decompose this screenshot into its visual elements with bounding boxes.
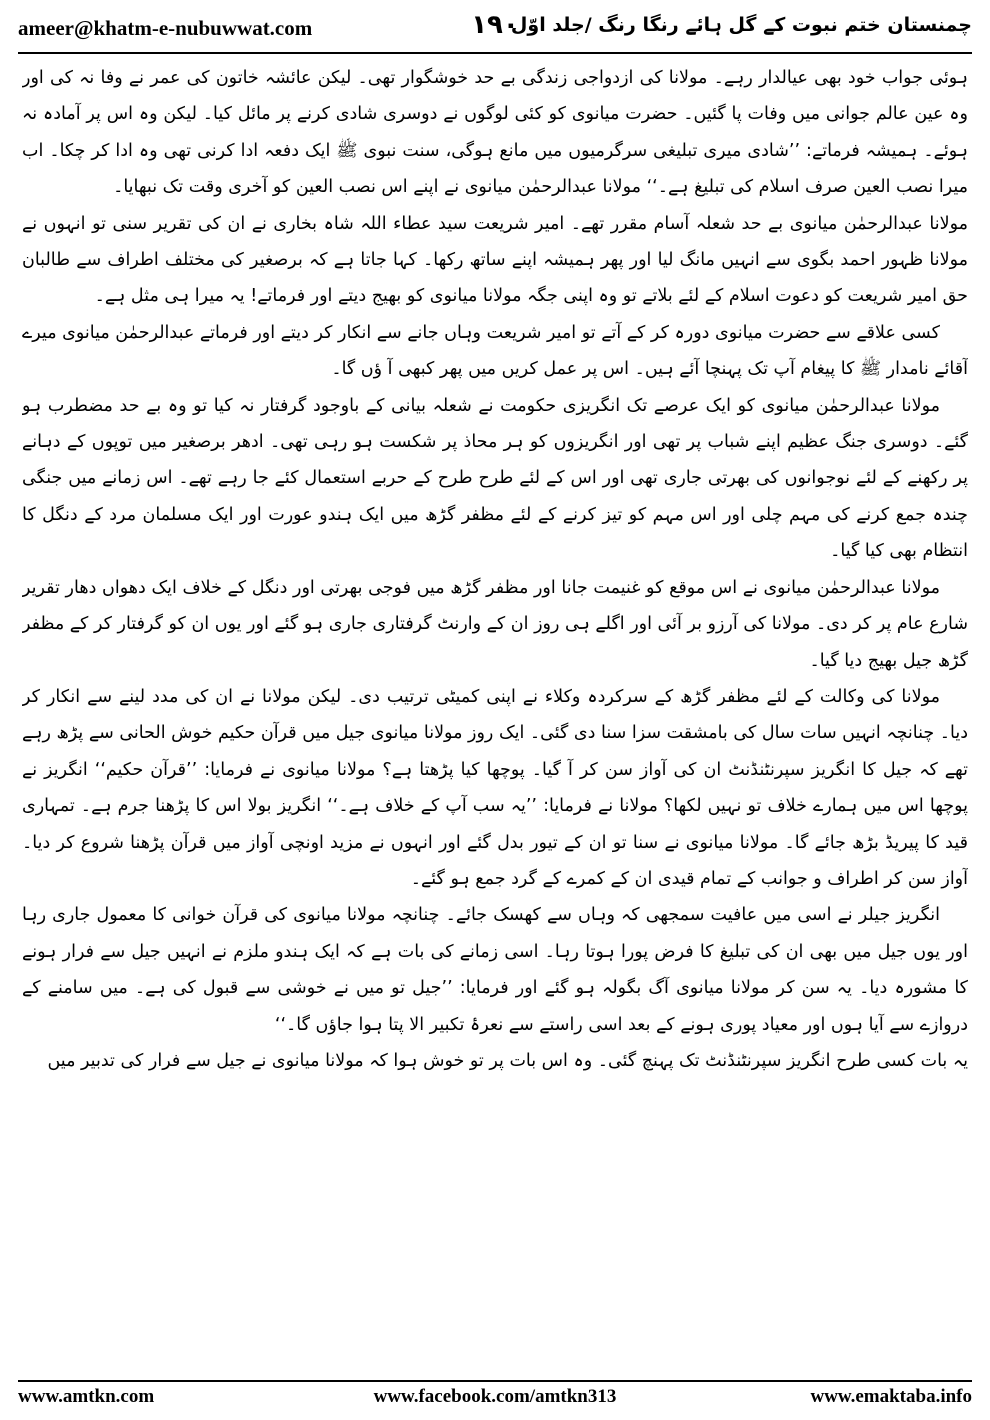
page-header (18, 10, 972, 50)
page-number: ۱۹۰ (471, 10, 519, 40)
footer-link-emaktaba[interactable]: www.emaktaba.info (810, 1386, 972, 1407)
footer-link-facebook[interactable]: www.facebook.com/amtkn313 (373, 1386, 617, 1407)
paragraph: مولانا عبدالرحمٰن میانوی بے حد شعلہ آسام مقرر تھے۔ امیر شریعت سید عطاء اللہ شاہ بخاری نے ان کی تقریر سنی تو انہوں نے مولانا ظہور احمد بگوی سے انہیں مانگ لیا اور پھر ہمیشہ اپنے ساتھ رکھا۔ کہا جاتا ہے کہ برصغیر کی مختلف اطراف سے طالبان حق امیر شریعت کو دعوت اسلام کے لئے بلاتے تو وہ اپنی جگہ مولانا میانوی کو بھیج دیتے اور فرماتے! یہ میرا ہی مثل ہے۔ (22, 213, 968, 307)
page-body (22, 60, 968, 1372)
book-title: چمنستان ختم نبوت کے گل ہائے رنگا رنگ /جلد اوّل (510, 14, 972, 36)
paragraph: انگریز جیلر نے اسی میں عافیت سمجھی کہ وہاں سے کھسک جائے۔ چنانچہ مولانا میانوی کی قرآن خوانی کا معمول جاری رہا اور یوں جیل میں بھی ان کی تبلیغ کا فرض پورا ہوتا رہا۔ اسی زمانے کی بات ہے کہ ایک ہندو ملزم نے انہیں جیل سے فرار ہونے کا مشورہ دیا۔ یہ سن کر مولانا میانوی آگ بگولہ ہو گئے اور فرمایا: ’’جیل تو میں نے خوشی سے قبول کی ہے۔ میں سامنے کے دروازے سے آیا ہوں اور معیاد پوری ہونے کے بعد اسی راستے سے نعرۂ تکبیر الا پتا ہوا جاؤں گا۔‘‘ (22, 905, 968, 1035)
header-divider (18, 52, 972, 54)
footer-divider (18, 1380, 972, 1382)
header-email: ameer@khatm-e-nubuwwat.com (18, 16, 313, 40)
page-footer (18, 1386, 972, 1414)
paragraph: کسی علاقے سے حضرت میانوی دورہ کر کے آتے تو امیر شریعت وہاں جانے سے انکار کر دیتے اور فرماتے عبدالرحمٰن میانوی میرے آقائے نامدار ﷺ کا پیغام آپ تک پہنچا آئے ہیں۔ اس پر عمل کریں میں پھر کبھی آ ؤں گا۔ (22, 322, 968, 380)
paragraph: ہوئی جواب خود بھی عیالدار رہے۔ مولانا کی ازدواجی زندگی بے حد خوشگوار تھی۔ لیکن عائشہ خاتون کی عمر نے وفا نہ کی اور وہ عین عالم جوانی میں وفات پا گئیں۔ حضرت میانوی کو کئی لوگوں نے دوسری شادی کرنے پر مائل کیا۔ لیکن وہ اس پر آمادہ نہ ہوئے۔ ہمیشہ فرماتے: ’’شادی میری تبلیغی سرگرمیوں میں مانع ہوگی، سنت نبوی ﷺ ایک دفعہ ادا کرنی تھی وہ ادا کر چکا۔ اب میرا نصب العین صرف اسلام کی تبلیغ ہے۔‘‘ مولانا عبدالرحمٰن میانوی نے اپنے اس نصب العین کو آخری وقت تک نبھایا۔ (22, 68, 968, 198)
paragraph: مولانا عبدالرحمٰن میانوی کو ایک عرصے تک انگریزی حکومت نے شعلہ بیانی کے باوجود گرفتار نہ کیا تو وہ بے حد مضطرب ہو گئے۔ دوسری جنگ عظیم اپنے شباب پر تھی اور انگریزوں کو ہر محاذ پر شکست ہو رہی تھی۔ ادھر برصغیر میں توپوں کے دہانے پر رکھنے کے لئے نوجوانوں کی بھرتی جاری تھی اور اس کے لئے طرح طرح کے حربے استعمال کئے جا رہے تھے۔ اس زمانے میں جنگی چندہ جمع کرنے کی مہم چلی اور اس مہم کو تیز کرنے کے لئے مظفر گڑھ میں ایک ہندو عورت اور ایک مسلمان مرد کے دنگل کا انتظام بھی کیا گیا۔ (22, 395, 968, 562)
paragraph: مولانا عبدالرحمٰن میانوی نے اس موقع کو غنیمت جانا اور مظفر گڑھ میں فوجی بھرتی اور دنگل کے خلاف ایک دھواں دھار تقریر شارع عام پر کر دی۔ مولانا کی آرزو بر آئی اور اگلے ہی روز ان کے وارنٹ گرفتاری جاری ہو گئے اور یوں ان کو گرفتار کر کے مظفر گڑھ جیل بھیج دیا گیا۔ (22, 577, 968, 671)
paragraph: مولانا کی وکالت کے لئے مظفر گڑھ کے سرکردہ وکلاء نے اپنی کمیٹی ترتیب دی۔ لیکن مولانا نے ان کی مدد لینے سے انکار کر دیا۔ چنانچہ انہیں سات سال کی بامشقت سزا سنا دی گئی۔ ایک روز مولانا میانوی جیل میں قرآن حکیم خوش الحانی سے پڑھ رہے تھے کہ جیل کا انگریز سپرنٹنڈنٹ ان کی آواز سن کر آ گیا۔ پوچھا کیا پڑھتا ہے؟ مولانا میانوی نے فرمایا: ’’قرآن حکیم‘‘ انگریز نے پوچھا اس میں ہمارے خلاف تو نہیں لکھا؟ مولانا نے فرمایا: ’’یہ سب آپ کے خلاف ہے۔‘‘ انگریز بولا اس کا پڑھنا جرم ہے۔ تمہاری قید کا پیریڈ بڑھ جائے گا۔ مولانا میانوی نے سنا تو ان کے تیور بدل گئے اور انہوں نے مزید اونچی آواز میں قرآن پڑھنا شروع کر دیا۔ آواز سن کر اطراف و جوانب کے تمام قیدی ان کے کمرے کے گرد جمع ہو گئے۔ (22, 686, 968, 889)
paragraph: یہ بات کسی طرح انگریز سپرنٹنڈنٹ تک پہنچ گئی۔ وہ اس بات پر تو خوش ہوا کہ مولانا میانوی نے جیل سے فرار کی تدبیر میں (47, 1050, 968, 1071)
footer-link-amtkn[interactable]: www.amtkn.com (18, 1386, 155, 1407)
